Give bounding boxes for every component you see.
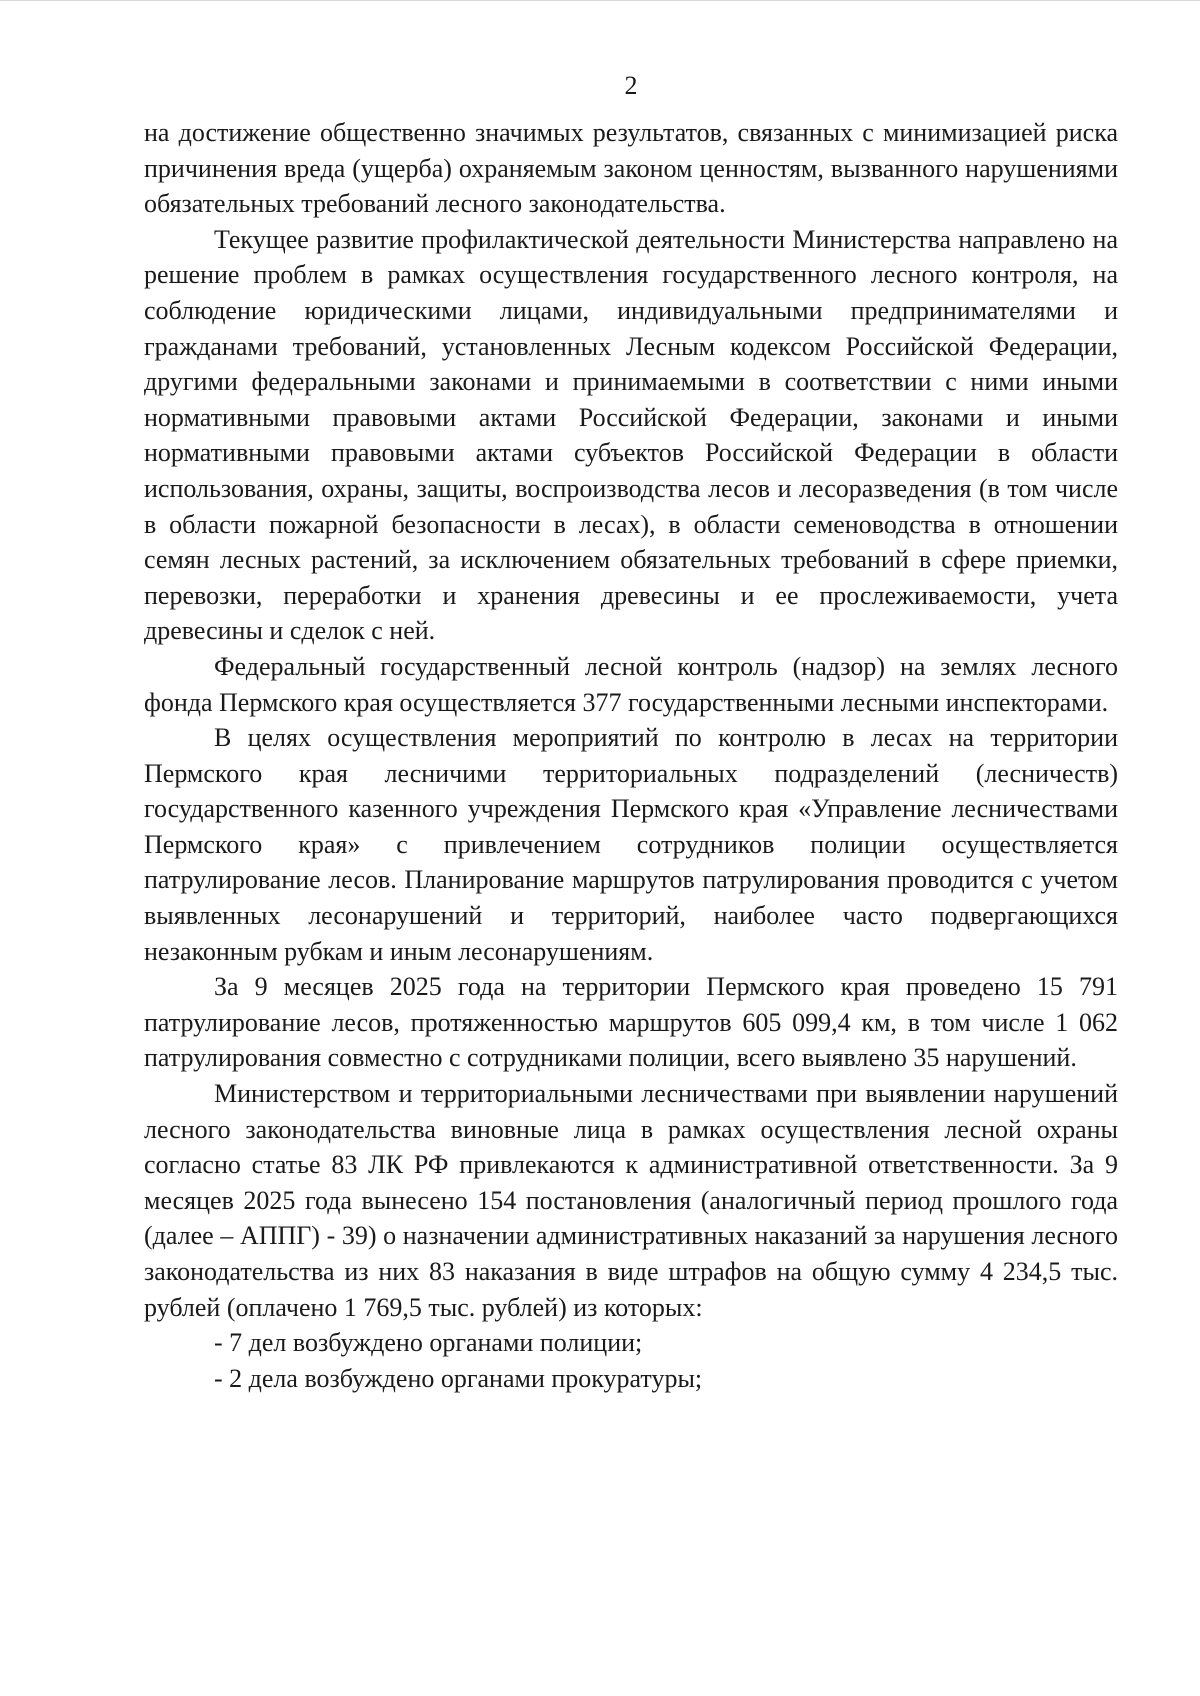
paragraph-3: Федеральный государственный лесной контроль (надзор) на землях лесного фонда Пермского края осуществляется 377 государственными лесными инспекторами. [144, 651, 1118, 717]
page-number: 2 [624, 71, 638, 100]
document-body [144, 115, 1118, 1396]
paragraph-4: В целях осуществления мероприятий по контролю в лесах на территории Пермского края лесничими территориальных подразделений (лесничеств) государственного казенного учреждения Пермского края «Управление лесничествами Пермского края» с привлечением сотрудников полиции осуществляется патрулирование лесов. Планирование маршрутов патрулирования проводится с учетом выявленных лесонарушений и территорий, наиболее часто подвергающихся незаконным рубкам и иным лесонарушениям. [144, 723, 1118, 966]
list-item-prosecutor: - 2 дела возбуждено органами прокуратуры; [214, 1363, 703, 1393]
paragraph-6: Министерством и территориальными лесничествами при выявлении нарушений лесного законодательства виновные лица в рамках осуществления лесной охраны согласно статье 83 ЛК РФ привлекаются к административной ответственности. За 9 месяцев 2025 года вынесено 154 постановления (аналогичный период прошлого года (далее – АППГ) - 39) о назначении административных наказаний за нарушения лесного законодательства из них 83 наказания в виде штрафов на общую сумму 4 234,5 тыс. рублей (оплачено 1 769,5 тыс. рублей) из которых: [144, 1079, 1118, 1322]
list-item-police: - 7 дел возбуждено органами полиции; [214, 1328, 643, 1358]
paragraph-2: Текущее развитие профилактической деятельности Министерства направлено на решение проблем в рамках осуществления государственного лесного контроля, на соблюдение юридическими лицами, индивидуальными предпринимателями и гражданами требований, установленных Лесным кодексом Российской Федерации, другими федеральными законами и принимаемыми в соответствии с ними иными нормативными правовыми актами Российской Федерации, законами и иными нормативными правовыми актами субъектов Российской Федерации в области использования, охраны, защиты, воспроизводства лесов и лесоразведения (в том числе в области пожарной безопасности в лесах), в области семеноводства в отношении семян лесных растений, за исключением обязательных требований в сфере приемки, перевозки, переработки и хранения древесины и ее прослеживаемости, учета древесины и сделок с ней. [144, 224, 1118, 646]
paragraph-1: на достижение общественно значимых результатов, связанных с минимизацией риска причинения вреда (ущерба) охраняемым законом ценностям, вызванного нарушениями обязательных требований лесного законодательства. [144, 118, 1118, 219]
paragraph-5: За 9 месяцев 2025 года на территории Пермского края проведено 15 791 патрулирование лесов, протяженностью маршрутов 605 099,4 км, в том числе 1 062 патрулирования совместно с сотрудниками полиции, всего выявлено 35 нарушений. [144, 972, 1118, 1073]
